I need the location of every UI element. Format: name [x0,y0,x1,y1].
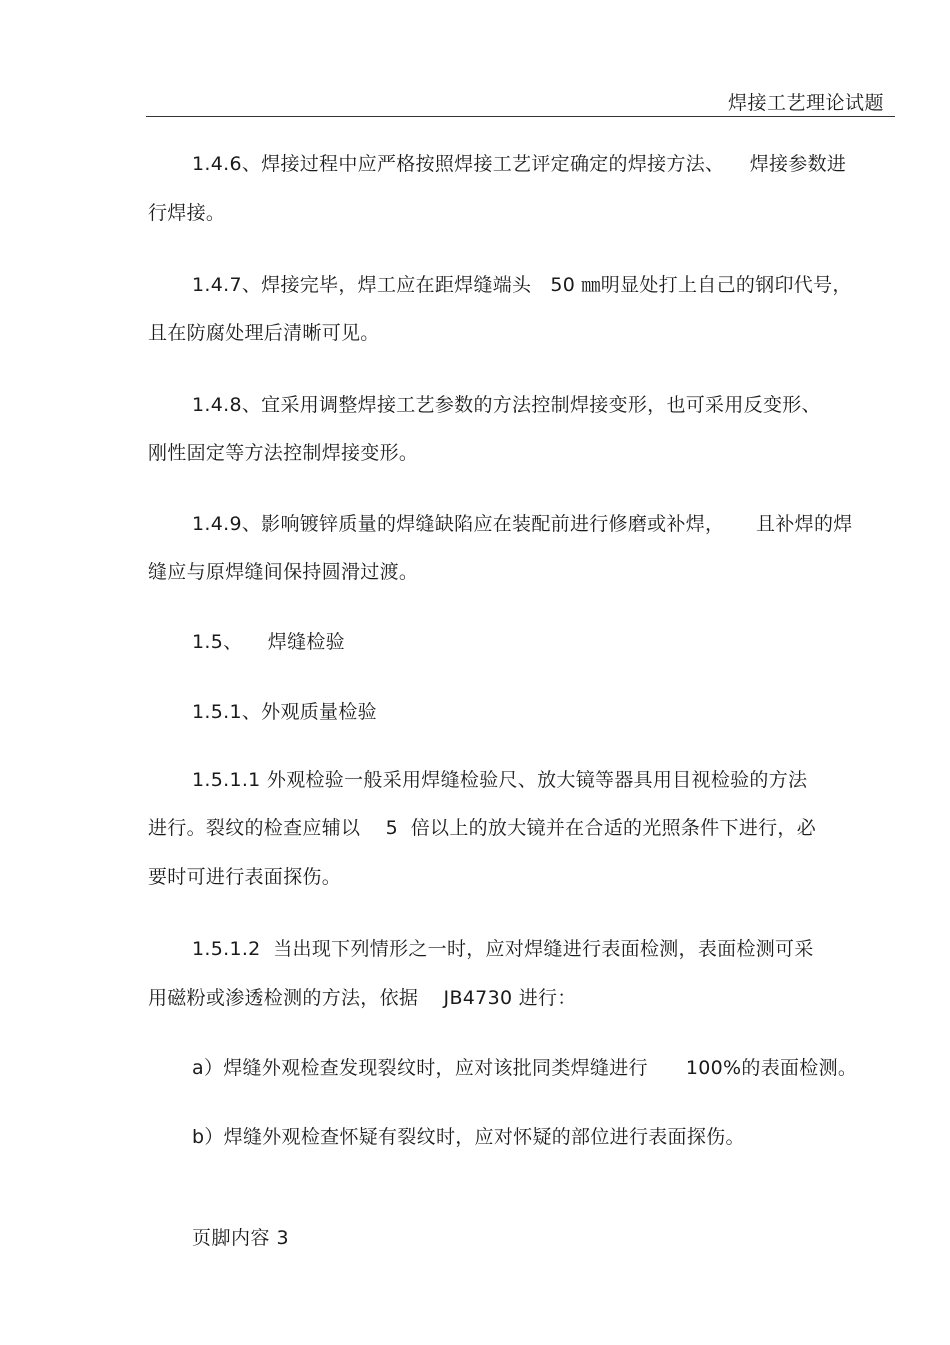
paragraph-1-4-8-line1: 1.4.8、宜采用调整焊接工艺参数的方法控制焊接变形，也可采用反变形、 [192,394,821,416]
paragraph-1-4-8-line2: 刚性固定等方法控制焊接变形。 [148,442,419,464]
section-1-5-1-heading: 1.5.1、外观质量检验 [192,701,377,723]
paragraph-1-5-1-1-line2: 进行。裂纹的检查应辅以 5 倍以上的放大镜并在合适的光照条件下进行，必 [148,817,817,839]
paragraph-1-4-6-line2: 行焊接。 [148,202,226,224]
page-footer: 页脚内容 3 [192,1227,290,1249]
header-rule [146,116,895,117]
paragraph-1-5-1-1-line3: 要时可进行表面探伤。 [148,866,342,888]
paragraph-1-4-7-line1: 1.4.7、焊接完毕，焊工应在距焊缝端头 50 ㎜明显处打上自己的钢印代号， [192,274,852,296]
page-header-title: 焊接工艺理论试题 [727,92,884,114]
paragraph-1-4-6-line1: 1.4.6、焊接过程中应严格按照焊接工艺评定确定的焊接方法、 焊接参数进 [192,153,847,175]
section-1-5-heading: 1.5、 焊缝检验 [192,631,345,653]
paragraph-1-4-9-line1: 1.4.9、影响镀锌质量的焊缝缺陷应在装配前进行修磨或补焊， 且补焊的焊 [192,513,853,535]
list-item-a: a）焊缝外观检查发现裂纹时，应对该批同类焊缝进行 100%的表面检测。 [192,1057,858,1079]
paragraph-1-4-9-line2: 缝应与原焊缝间保持圆滑过渡。 [148,561,419,583]
paragraph-1-5-1-1-line1: 1.5.1.1 外观检验一般采用焊缝检验尺、放大镜等器具用目视检验的方法 [192,769,808,791]
paragraph-1-5-1-2-line1: 1.5.1.2 当出现下列情形之一时，应对焊缝进行表面检测，表面检测可采 [192,938,814,960]
paragraph-1-5-1-2-line2: 用磁粉或渗透检测的方法，依据 JB4730 进行： [148,987,577,1009]
paragraph-1-4-7-line2: 且在防腐处理后清晰可见。 [148,322,380,344]
list-item-b: b）焊缝外观检查怀疑有裂纹时，应对怀疑的部位进行表面探伤。 [192,1126,745,1148]
